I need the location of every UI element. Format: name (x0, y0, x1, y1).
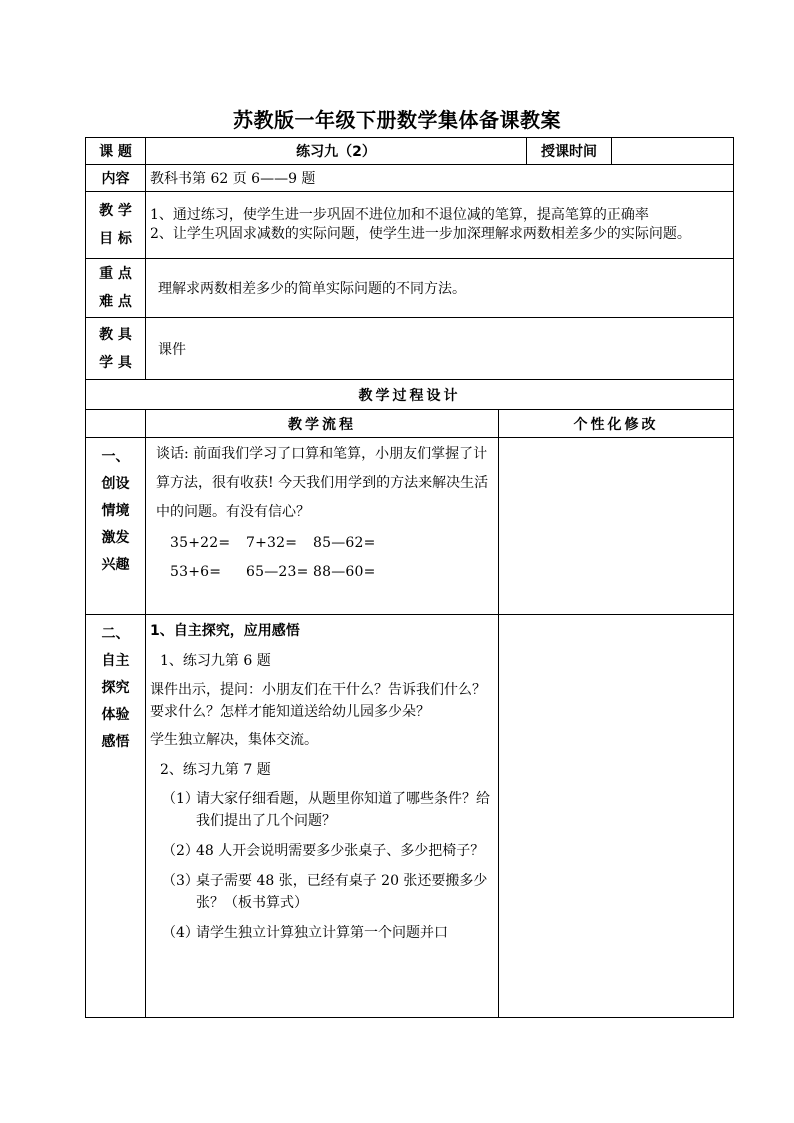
goal-1: 1、通过练习，使学生进一步巩固不进位加和不退位减的笔算，提高笔算的正确率 (150, 207, 649, 223)
topic-value: 练习九（2） (146, 138, 527, 165)
stage-2-label-line: 体验 (101, 707, 130, 723)
key-label-1: 重 点 (99, 266, 132, 282)
column-header-stage (86, 410, 146, 438)
calc-item: 53+6= (170, 564, 222, 580)
tools-label (86, 318, 146, 380)
stage-2-heading: 1、自主探究，应用感悟 (150, 623, 300, 639)
topic-label: 课 题 (86, 138, 146, 165)
stage-1-label-line: 一、 (101, 449, 130, 465)
goals-label (86, 192, 146, 259)
stage-1-intro: 谈话: 前面我们学习了口算和笔算，小朋友们掌握了计算方法，很有收获! 今天我们用学到的方法来解决生活中的问题。有没有信心？ (156, 446, 489, 520)
exercise-6-summary: 学生独立解决，集体交流。 (150, 732, 318, 748)
tools-label-2: 学 具 (99, 354, 132, 371)
lesson-plan-table (85, 137, 734, 1018)
stage-2-row (86, 615, 734, 1018)
stage-2-label-line: 感悟 (101, 734, 130, 750)
content-row (86, 165, 734, 192)
stage-2-label-line: 探究 (101, 680, 130, 696)
item-text: 48 人开会说明需要多少张桌子、多少把椅子？ (196, 843, 485, 859)
calc-item: 85—62= (313, 535, 376, 551)
document-title: 苏教版一年级下册数学集体备课教案 (233, 108, 561, 132)
topic-row (86, 138, 734, 165)
stage-1-modify (499, 438, 734, 615)
item-text: 桌子需要 48 张，已经有桌子 20 张还要搬多少张？（板书算式） (196, 873, 488, 911)
calc-item: 65—23= (246, 564, 309, 580)
process-header-row (86, 380, 734, 410)
process-header: 教学过程设计 (86, 380, 734, 410)
tools-value: 课件 (146, 318, 734, 380)
item-text: 请大家仔细看题，从题里你知道了哪些条件？给我们提出了几个问题？ (196, 791, 490, 829)
exercise-6-desc: 课件出示，提问：小朋友们在干什么？告诉我们什么？要求什么？怎样才能知道送给幼儿园多少朵？ (150, 682, 486, 720)
key-value: 理解求两数相差多少的简单实际问题的不同方法。 (146, 259, 734, 318)
exercise-6-title: 1、练习九第 6 题 (160, 653, 271, 669)
key-label-2: 难 点 (99, 294, 132, 310)
goals-label-2: 目 标 (99, 231, 132, 247)
calc-item: 88—60= (313, 564, 376, 580)
goals-label-1: 教 学 (99, 203, 132, 219)
exercise-7-item (150, 840, 494, 862)
goals-row (86, 192, 734, 259)
stage-1-label (86, 438, 146, 615)
exercise-7-title: 2、练习九第 7 题 (160, 762, 271, 778)
column-header-modify: 个性化修改 (499, 410, 734, 438)
stage-1-label-line: 激发 (101, 530, 130, 546)
calc-item: 35+22= (170, 535, 231, 551)
item-number: （1） (162, 791, 199, 807)
content-label: 内容 (86, 165, 146, 192)
stage-2-content (146, 615, 499, 1018)
item-number: （4） (162, 925, 199, 941)
exercise-7-item (150, 922, 494, 944)
tools-row (86, 318, 734, 380)
stage-1-content (146, 438, 499, 615)
key-row (86, 259, 734, 318)
item-number: （3） (162, 873, 199, 889)
stage-1-label-line: 情境 (101, 503, 130, 519)
time-value (612, 138, 734, 165)
item-number: （2） (162, 843, 199, 859)
stage-1-row (86, 438, 734, 615)
column-header-flow: 教学流程 (146, 410, 499, 438)
stage-1-label-line: 兴趣 (101, 557, 130, 573)
calc-item: 7+32= (246, 535, 298, 551)
stage-2-label (86, 615, 146, 1018)
key-label (86, 259, 146, 318)
time-label: 授课时间 (527, 138, 612, 165)
stage-2-label-line: 自主 (101, 653, 130, 669)
calc-row-2 (150, 558, 494, 587)
exercise-7-item (150, 870, 494, 914)
goals-value (146, 192, 734, 259)
tools-label-1: 教 具 (99, 326, 132, 343)
stage-1-label-line: 创设 (101, 476, 130, 492)
exercise-7-item (150, 788, 494, 832)
item-text: 请学生独立计算独立计算第一个问题并口 (196, 925, 448, 941)
stage-2-label-line: 二、 (101, 626, 130, 642)
content-value: 教科书第 62 页 6——9 题 (146, 165, 734, 192)
stage-2-modify (499, 615, 734, 1018)
goal-2: 2、让学生巩固求减数的实际问题，使学生进一步加深理解求两数相差多少的实际问题。 (150, 226, 691, 242)
calc-row-1 (150, 529, 494, 558)
column-header-row (86, 410, 734, 438)
